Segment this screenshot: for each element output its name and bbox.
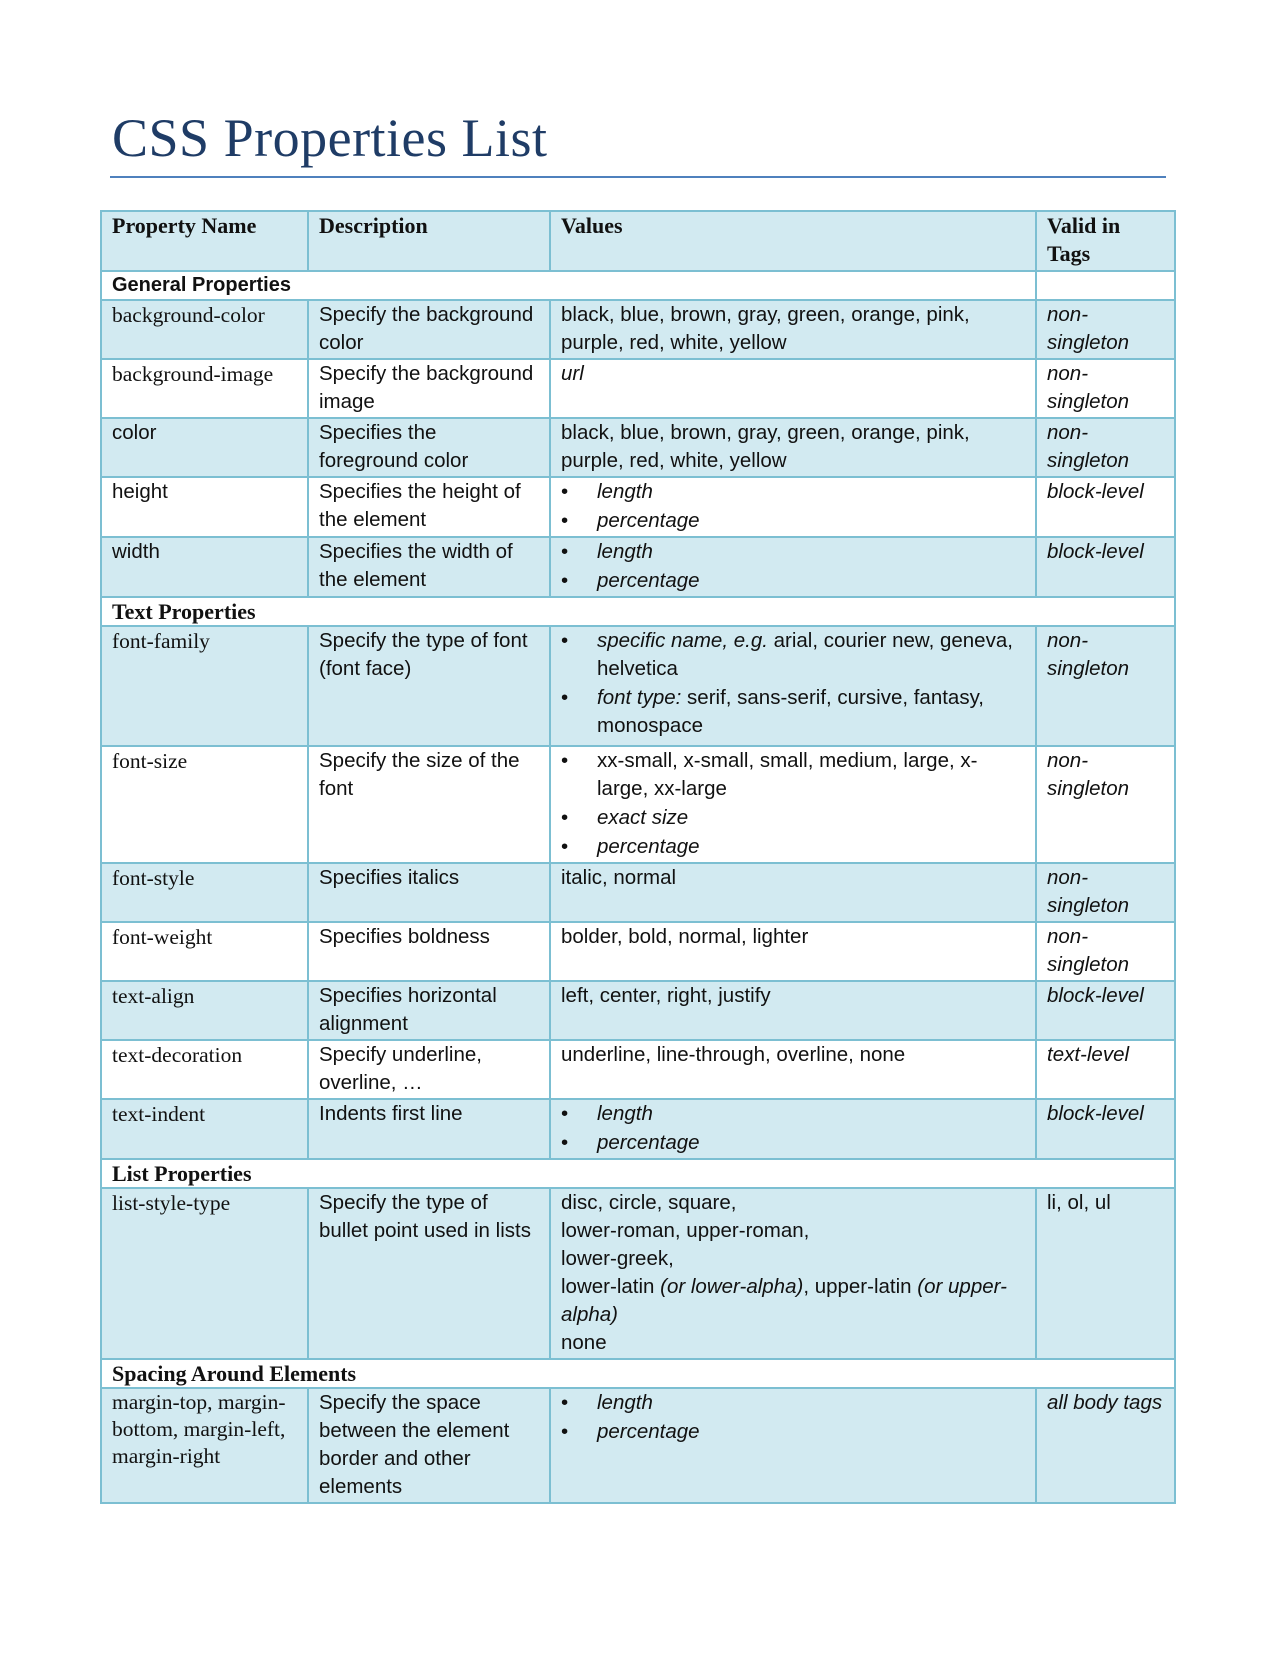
value-text: lower-latin (561, 1275, 661, 1298)
property-description: Specify the type of font (font face) (308, 626, 550, 746)
values-list (561, 747, 1025, 861)
list-item: • percentage (561, 1129, 1025, 1157)
property-valid-tags: non-singleton (1036, 863, 1175, 922)
section-heading: General Properties (101, 271, 1036, 300)
section-row-general (101, 271, 1175, 300)
table-row (101, 300, 1175, 359)
list-item: • percentage (561, 1418, 1025, 1446)
property-name: background-image (101, 359, 308, 418)
table-row (101, 418, 1175, 477)
property-name: background-color (101, 300, 308, 359)
property-description: Specify the space between the element border and other elements (308, 1388, 550, 1503)
section-row-list (101, 1159, 1175, 1188)
property-description: Specify underline, overline, … (308, 1040, 550, 1099)
list-item (561, 684, 1025, 740)
property-name: text-align (101, 981, 308, 1040)
values-list (561, 478, 1025, 535)
property-name: font-family (101, 626, 308, 746)
property-valid-tags: block-level (1036, 1099, 1175, 1159)
property-name: list-style-type (101, 1188, 308, 1359)
section-heading: Text Properties (101, 597, 1175, 626)
values-list (561, 1100, 1025, 1157)
property-valid-tags: non-singleton (1036, 359, 1175, 418)
property-values (550, 1099, 1036, 1159)
property-values (550, 746, 1036, 863)
value-line: lower-greek, (561, 1247, 674, 1270)
title-divider (110, 176, 1166, 178)
property-description: Specify the background image (308, 359, 550, 418)
table-row (101, 477, 1175, 537)
property-name: text-decoration (101, 1040, 308, 1099)
list-item: • length (561, 1389, 1025, 1417)
property-name: font-style (101, 863, 308, 922)
property-values (550, 1388, 1036, 1503)
table-row (101, 863, 1175, 922)
property-values: underline, line-through, overline, none (550, 1040, 1036, 1099)
table-row (101, 1188, 1175, 1359)
table-row (101, 981, 1175, 1040)
value-note: (or lower-alpha) (660, 1275, 804, 1298)
property-description: Specify the background color (308, 300, 550, 359)
value-line (561, 1273, 1025, 1329)
value-text: arial, courier new, geneva, helvetica (597, 629, 1013, 680)
property-values (550, 477, 1036, 537)
list-item: • length (561, 538, 1025, 566)
value-line: lower-roman, upper-roman, (561, 1219, 810, 1242)
empty-cell (1036, 271, 1175, 300)
property-description: Specifies italics (308, 863, 550, 922)
values-list (561, 627, 1025, 744)
list-item: • length (561, 478, 1025, 506)
property-name: font-size (101, 746, 308, 863)
property-valid-tags: all body tags (1036, 1388, 1175, 1503)
property-values: url (550, 359, 1036, 418)
property-valid-tags: non-singleton (1036, 922, 1175, 981)
property-name: font-weight (101, 922, 308, 981)
property-values (550, 626, 1036, 746)
property-values: bolder, bold, normal, lighter (550, 922, 1036, 981)
property-values (550, 537, 1036, 597)
property-valid-tags: block-level (1036, 537, 1175, 597)
column-header-property-name: Property Name (101, 211, 308, 271)
value-text: , upper-latin (803, 1275, 918, 1298)
property-valid-tags: non-singleton (1036, 418, 1175, 477)
page-title: CSS Properties List (112, 108, 548, 168)
table-row (101, 626, 1175, 746)
section-row-spacing (101, 1359, 1175, 1388)
property-values: italic, normal (550, 863, 1036, 922)
value-label: font type: (597, 686, 682, 709)
property-description: Specify the size of the font (308, 746, 550, 863)
value-note: (or upper-alpha) (561, 1275, 1007, 1326)
section-heading: List Properties (101, 1159, 1175, 1188)
table-row (101, 1040, 1175, 1099)
property-name: height (101, 477, 308, 537)
property-description: Specifies the foreground color (308, 418, 550, 477)
property-valid-tags: li, ol, ul (1036, 1188, 1175, 1359)
list-item: • percentage (561, 507, 1025, 535)
table-row (101, 537, 1175, 597)
values-list (561, 1389, 1025, 1446)
table-row (101, 1099, 1175, 1159)
list-item: • percentage (561, 833, 1025, 861)
property-values: black, blue, brown, gray, green, orange, pink, purple, red, white, yellow (550, 300, 1036, 359)
property-name: margin-top, margin-bottom, margin-left, margin-right (101, 1388, 308, 1503)
property-description: Specifies horizontal alignment (308, 981, 550, 1040)
property-description: Specify the type of bullet point used in lists (308, 1188, 550, 1359)
property-description: Indents first line (308, 1099, 550, 1159)
css-properties-table (100, 210, 1176, 1504)
property-name: text-indent (101, 1099, 308, 1159)
value-label: specific name, e.g. (597, 629, 768, 652)
list-item: • length (561, 1100, 1025, 1128)
values-list (561, 538, 1025, 595)
property-values: black, blue, brown, gray, green, orange, pink, purple, red, white, yellow (550, 418, 1036, 477)
property-name: color (101, 418, 308, 477)
value-text: serif, sans-serif, cursive, fantasy, monospace (597, 686, 984, 737)
section-row-text (101, 597, 1175, 626)
property-description: Specifies the width of the element (308, 537, 550, 597)
list-item: • xx-small, x-small, small, medium, large, x-large, xx-large (561, 747, 1025, 803)
column-header-valid-in-tags: Valid in Tags (1036, 211, 1175, 271)
column-header-description: Description (308, 211, 550, 271)
table-header-row (101, 211, 1175, 271)
property-valid-tags: block-level (1036, 981, 1175, 1040)
value-line: disc, circle, square, (561, 1191, 737, 1214)
section-heading: Spacing Around Elements (101, 1359, 1175, 1388)
property-valid-tags: non-singleton (1036, 746, 1175, 863)
property-valid-tags: block-level (1036, 477, 1175, 537)
table-row (101, 1388, 1175, 1503)
property-values (550, 1188, 1036, 1359)
table-row (101, 359, 1175, 418)
property-name: width (101, 537, 308, 597)
property-values: left, center, right, justify (550, 981, 1036, 1040)
table-row (101, 746, 1175, 863)
table-row (101, 922, 1175, 981)
property-valid-tags: non-singleton (1036, 626, 1175, 746)
list-item (561, 627, 1025, 683)
property-valid-tags: text-level (1036, 1040, 1175, 1099)
value-line: none (561, 1331, 607, 1354)
property-description: Specifies boldness (308, 922, 550, 981)
property-description: Specifies the height of the element (308, 477, 550, 537)
list-item: • exact size (561, 804, 1025, 832)
list-item: • percentage (561, 567, 1025, 595)
column-header-values: Values (550, 211, 1036, 271)
property-valid-tags: non-singleton (1036, 300, 1175, 359)
